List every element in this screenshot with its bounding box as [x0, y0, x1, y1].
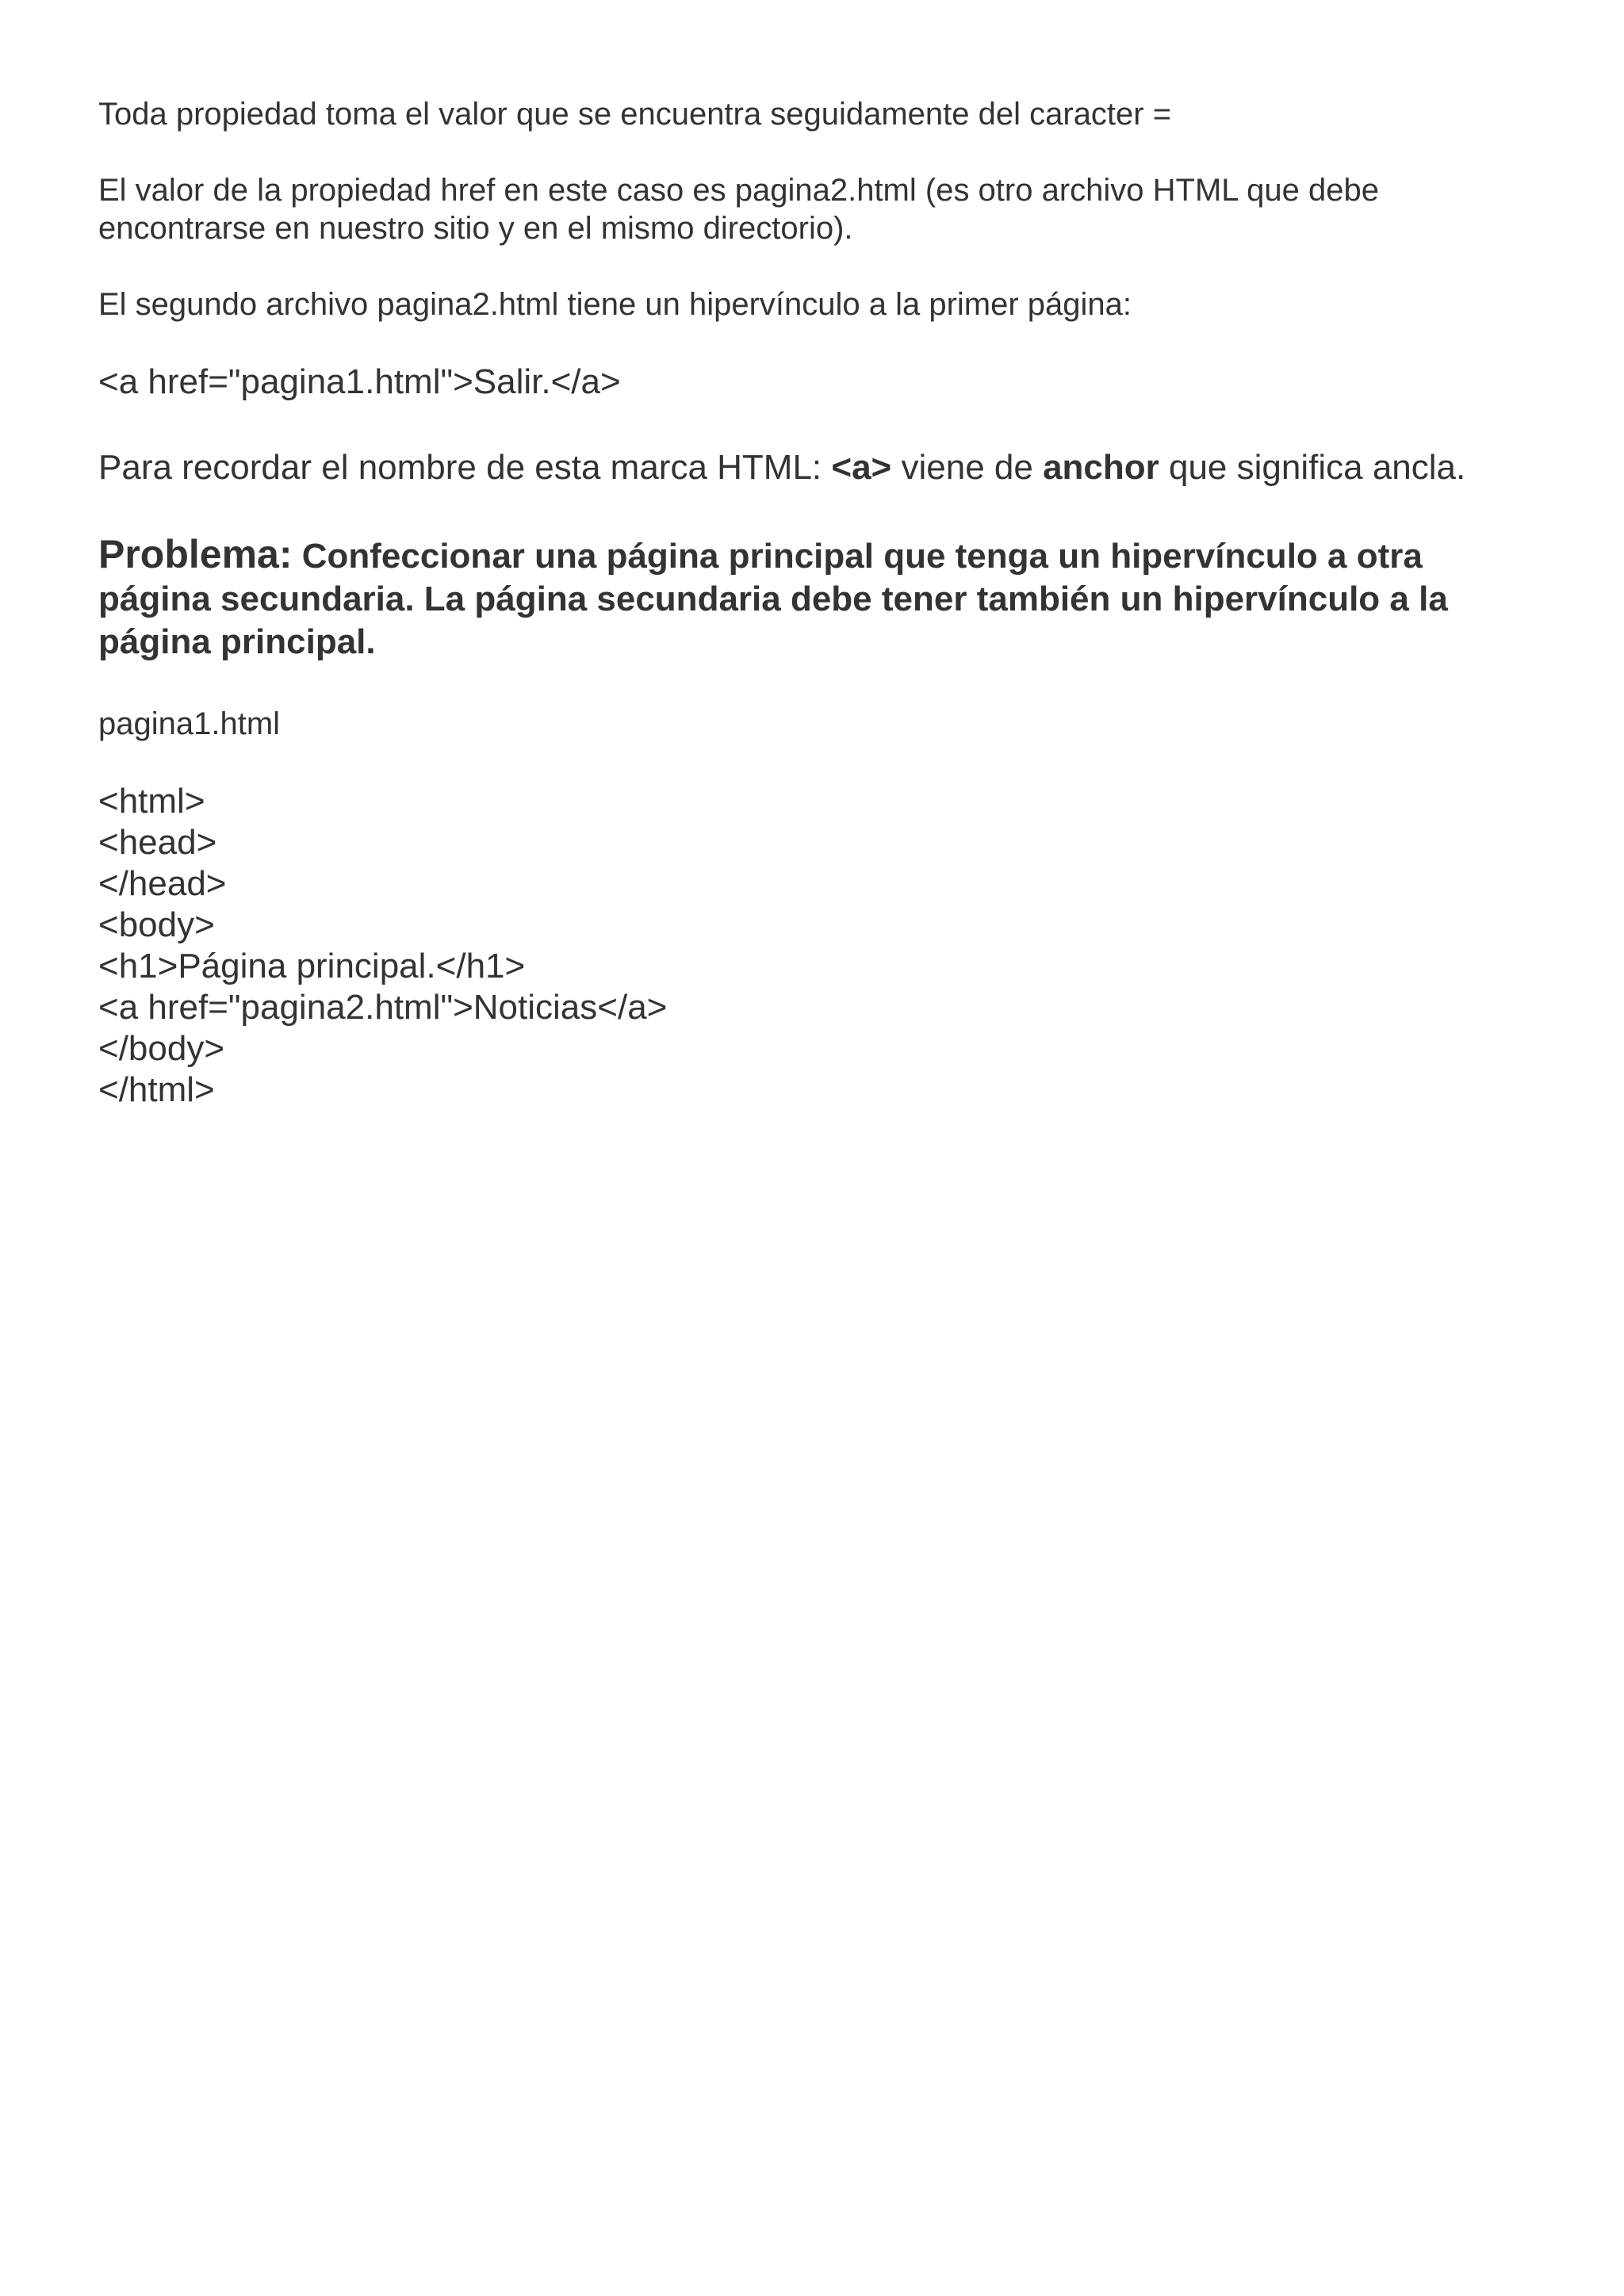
code-line: <head> [98, 823, 217, 862]
remember-prefix: Para recordar el nombre de esta marca HTML: [98, 448, 832, 487]
code-line: <a href="pagina2.html">Noticias</a> [98, 988, 668, 1027]
paragraph-second-file: El segundo archivo pagina2.html tiene un hipervínculo a la primer página: [98, 287, 1132, 322]
paragraph-property-value: Toda propiedad toma el valor que se encuentra seguidamente del caracter = [98, 97, 1172, 132]
document-page [98, 95, 1526, 1111]
code-block [98, 781, 1526, 1111]
code-line: </html> [98, 1070, 215, 1109]
remember-suffix: que significa ancla. [1159, 448, 1466, 487]
filename-label: pagina1.html [98, 706, 281, 741]
code-line: <body> [98, 905, 215, 944]
code-line: <html> [98, 782, 205, 821]
paragraph-remember [98, 447, 1526, 488]
code-snippet-salir: <a href="pagina1.html">Salir.</a> [98, 362, 621, 401]
problem-statement [98, 533, 1526, 664]
remember-tag: <a> [831, 448, 892, 487]
problem-text: Confeccionar una página principal que tenga un hipervínculo a otra página secundaria. La página secundaria debe tener también un hipervínculo a la página principal. [98, 537, 1448, 661]
code-line: <h1>Página principal.</h1> [98, 947, 526, 985]
paragraph-href-value: El valor de la propiedad href en este caso es pagina2.html (es otro archivo HTML que debe encontrarse en nuestro sitio y en el mismo directorio). [98, 173, 1379, 246]
code-line: </head> [98, 864, 227, 903]
remember-word: anchor [1043, 448, 1159, 487]
remember-middle: viene de [891, 448, 1044, 487]
code-line: </body> [98, 1029, 225, 1068]
problem-label: Problema: [98, 532, 293, 576]
